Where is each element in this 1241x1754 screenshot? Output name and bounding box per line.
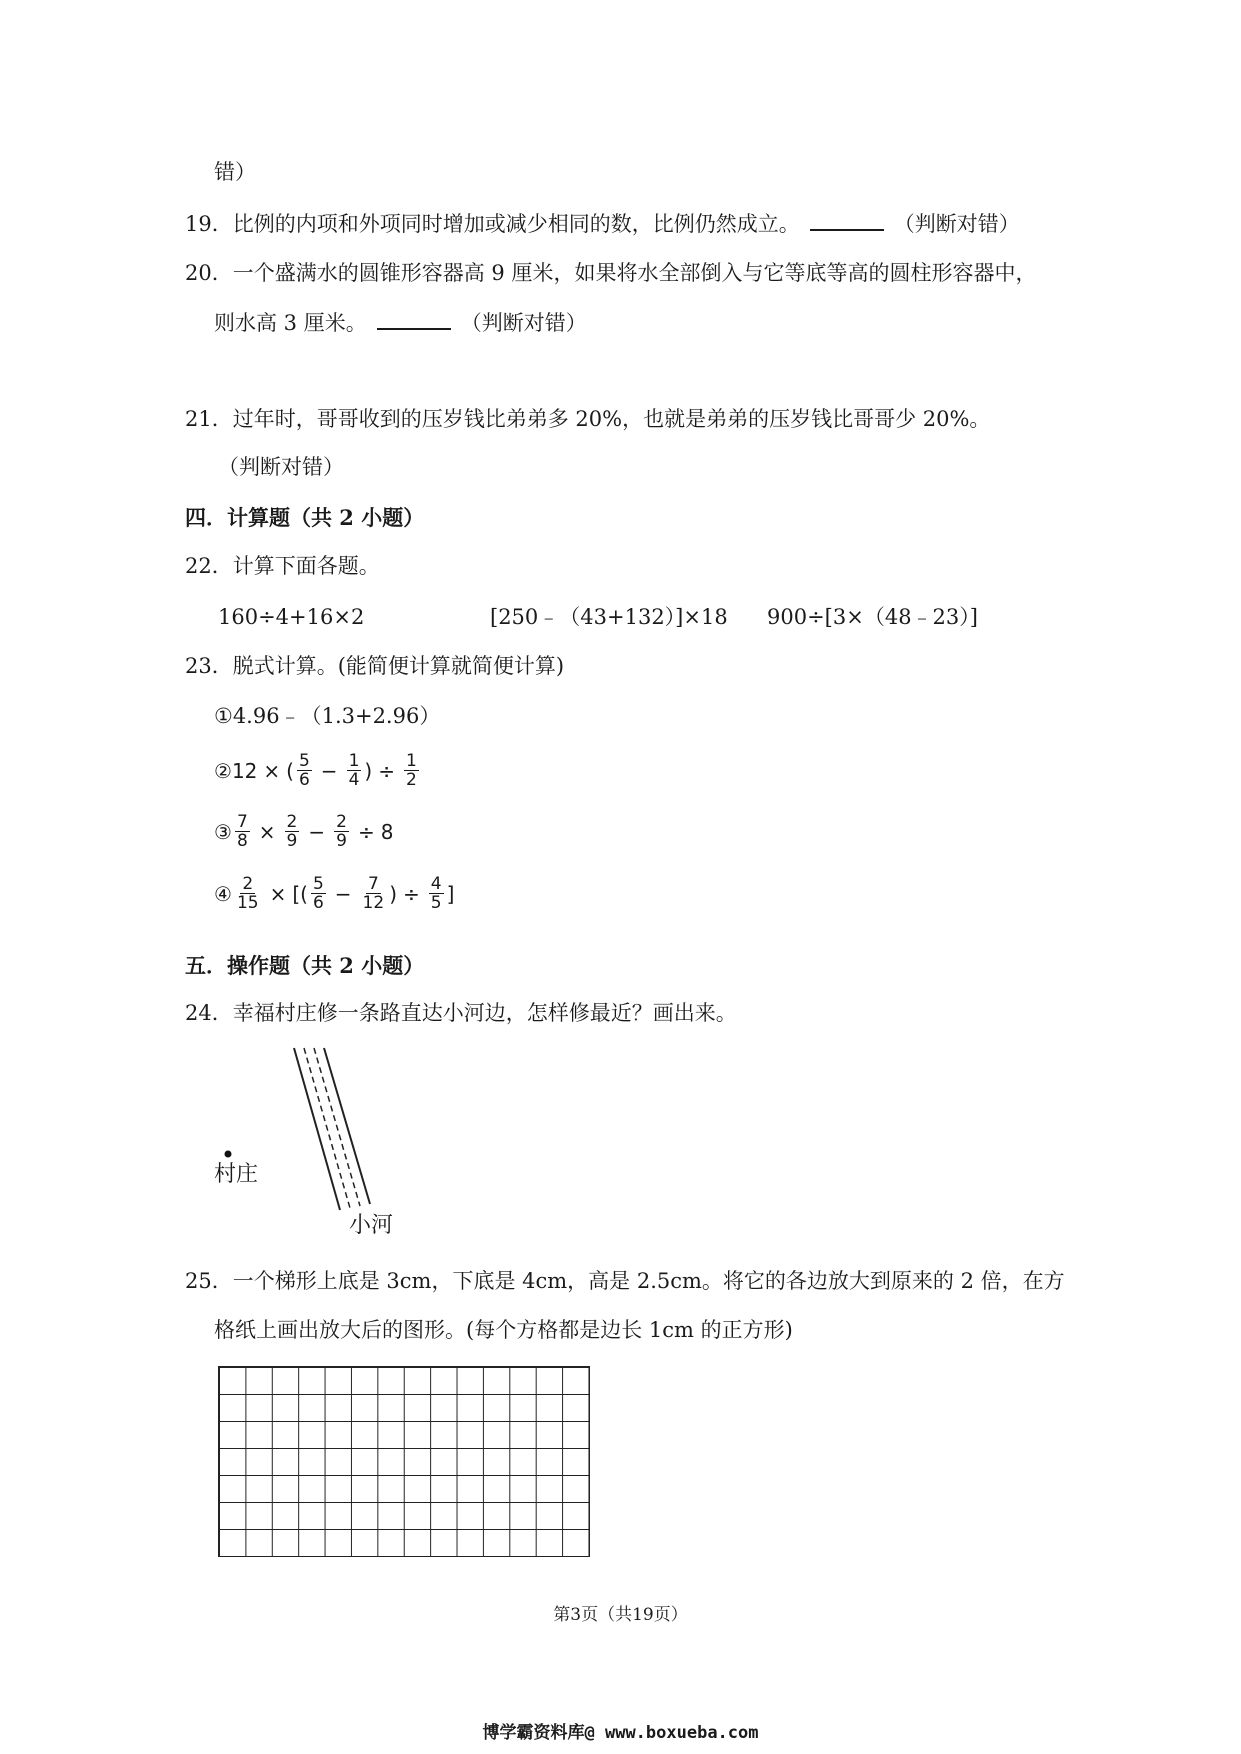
times-symbol: × — [263, 758, 281, 783]
watermark-text: 博学霸资料库@ www.boxueba.com — [482, 1723, 759, 1743]
river-diagram — [200, 1040, 440, 1250]
fraction — [334, 813, 349, 850]
q24-text: 幸福村庄修一条路直达小河边，怎样修最近？画出来。 — [232, 1001, 737, 1025]
q23-item2-mark: ② — [214, 758, 232, 783]
fraction — [311, 875, 326, 912]
numerator: 7 — [236, 812, 248, 832]
minus-symbol: − — [308, 819, 326, 844]
question-19 — [185, 209, 1020, 238]
question-23 — [185, 652, 564, 680]
times-symbol: × — [269, 881, 287, 906]
q23-item-1: ①4.96﹣（1.3+2.96） — [214, 704, 441, 728]
paren-close: ) — [389, 881, 397, 906]
q23-number: 23． — [185, 654, 233, 678]
paren-open: ( — [286, 758, 294, 783]
denominator: 8 — [236, 831, 248, 851]
fraction — [235, 813, 250, 850]
q23-item2-a: 12 — [231, 758, 258, 783]
q25-text-line2: 格纸上画出放大后的图形。(每个方格都是边长 1cm 的正方形) — [214, 1318, 793, 1342]
numerator: 1 — [348, 751, 360, 771]
q23-item4-mark: ④ — [214, 881, 232, 906]
q21-suffix: （判断对错） — [218, 455, 344, 479]
question-22 — [185, 552, 380, 580]
bracket-open: [( — [292, 881, 308, 906]
minus-symbol: − — [320, 758, 338, 783]
denominator: 4 — [348, 770, 360, 790]
denominator: 2 — [405, 770, 417, 790]
fraction — [297, 752, 312, 789]
q19-text: 比例的内项和外项同时增加或减少相同的数，比例仍然成立。 — [232, 212, 800, 236]
numerator: 5 — [298, 751, 310, 771]
divide-symbol: ÷ — [403, 881, 420, 906]
q18-tail: 错） — [214, 160, 256, 184]
denominator: 15 — [236, 893, 259, 913]
divide-symbol: ÷ — [378, 758, 395, 783]
fraction — [429, 875, 444, 912]
river-label: 小河 — [349, 1213, 394, 1238]
q23-item-2 — [214, 752, 422, 789]
question-21-line1 — [185, 405, 990, 433]
numerator: 2 — [242, 874, 254, 894]
denominator: 6 — [298, 770, 310, 790]
river-center-line — [304, 1048, 350, 1208]
section-4-heading: 四．计算题（共 2 小题） — [185, 505, 425, 530]
question-20-line2 — [214, 308, 587, 337]
q19-suffix: （判断对错） — [893, 212, 1020, 236]
q20-text-line2: 则水高 3 厘米。 — [214, 311, 367, 335]
q22-expr-3: 900÷[3×（48﹣23）] — [767, 605, 978, 629]
q20-text-line1: 一个盛满水的圆锥形容器高 9 厘米，如果将水全部倒入与它等底等高的圆柱形容器中， — [232, 261, 1037, 285]
village-point — [225, 1151, 232, 1158]
q25-text-line1: 一个梯形上底是 3cm，下底是 4cm，高是 2.5cm。将它的各边放大到原来的 2 倍，在方 — [232, 1269, 1065, 1293]
q21-text-line1: 过年时，哥哥收到的压岁钱比弟弟多 20%，也就是弟弟的压岁钱比哥哥少 20%。 — [232, 407, 991, 431]
q20-number: 20． — [185, 261, 233, 285]
numerator: 7 — [367, 874, 379, 894]
q22-text: 计算下面各题。 — [232, 554, 380, 578]
graph-paper-grid[interactable] — [218, 1366, 590, 1557]
question-25-line1 — [185, 1267, 1065, 1295]
q25-number: 25． — [185, 1269, 233, 1293]
river-center-line — [314, 1048, 360, 1206]
denominator: 5 — [430, 893, 442, 913]
denominator: 9 — [336, 831, 347, 851]
q23-item3-b: 8 — [380, 819, 394, 844]
numerator: 4 — [430, 874, 442, 894]
q20-suffix: （判断对错） — [460, 311, 587, 335]
denominator: 9 — [286, 831, 298, 851]
q20-answer-blank[interactable] — [377, 308, 451, 330]
divide-symbol: ÷ — [357, 819, 375, 844]
numerator: 1 — [405, 751, 417, 771]
q19-number: 19． — [185, 212, 233, 236]
times-symbol: × — [258, 819, 276, 844]
question-24 — [185, 999, 737, 1027]
q19-answer-blank[interactable] — [810, 209, 884, 231]
denominator: 6 — [312, 893, 324, 913]
village-label: 村庄 — [214, 1162, 259, 1187]
minus-symbol: − — [334, 881, 352, 906]
river-bank-left — [294, 1048, 340, 1210]
fraction — [347, 752, 362, 789]
q23-item3-mark: ③ — [214, 819, 232, 844]
q23-item-4 — [214, 875, 454, 912]
q22-expr-2: [250﹣（43+132）]×18 — [490, 605, 728, 629]
q24-number: 24． — [185, 1001, 233, 1025]
q22-number: 22． — [185, 554, 233, 578]
numerator: 2 — [286, 812, 298, 832]
numerator: 5 — [312, 874, 324, 894]
q23-text: 脱式计算。(能简便计算就简便计算) — [232, 654, 565, 678]
q21-number: 21． — [185, 407, 233, 431]
section-5-heading: 五．操作题（共 2 小题） — [185, 953, 425, 978]
q22-expr-1: 160÷4+16×2 — [218, 605, 365, 629]
page-footer: 第3页（共19页） — [553, 1605, 688, 1625]
fraction — [235, 875, 261, 912]
bracket-close: ] — [446, 881, 455, 906]
fraction — [404, 752, 419, 789]
paren-close: ) — [364, 758, 373, 783]
denominator: 12 — [362, 893, 385, 913]
question-20-line1 — [185, 259, 1036, 287]
fraction — [361, 875, 387, 912]
q23-item-3 — [214, 813, 393, 850]
numerator: 2 — [336, 812, 347, 832]
fraction — [285, 813, 300, 850]
